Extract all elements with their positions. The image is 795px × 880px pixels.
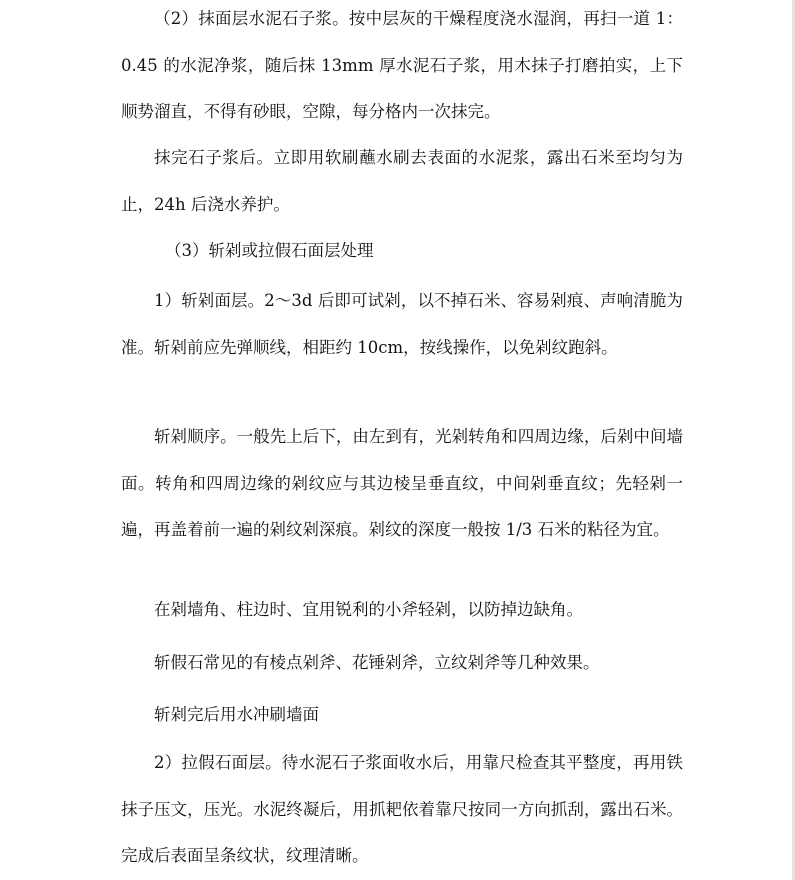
paragraph-chisel-effects: 斩假石常见的有棱点剁斧、花锤剁斧，立纹剁斧等几种效果。 [154, 653, 600, 672]
paragraph-corner-chiseling: 在剁墙角、柱边时、宜用锐利的小斧轻剁，以防掉边缺角。 [154, 600, 583, 619]
section-heading-chiseling: （3）斩剁或拉假石面层处理 [165, 241, 374, 260]
paragraph-wash-wall: 斩剁完后用水冲刷墙面 [154, 705, 319, 724]
paragraph-brush-cement-slurry: 抹完石子浆后。立即用软刷蘸水刷去表面的水泥浆，露出石米至均匀为止，24h 后浇水养护。 [121, 148, 683, 214]
paragraph-chiseling-order: 斩剁顺序。一般先上后下，由左到有，光剁转角和四周边缘，后剁中间墙面。转角和四周边缘的剁纹应与其边棱呈垂直纹，中间剁垂直纹；先轻剁一遍，再盖着前一遍的剁纹剁深痕。剁纹的深度一般按 1/3 石米的粘径为宜。 [121, 427, 683, 539]
paragraph-trowel-cement-stone-slurry: （2）抹面层水泥石子浆。按中层灰的干燥程度浇水湿润，再扫一道 1：0.45 的水泥净浆，随后抹 13mm 厚水泥石子浆，用木抹子打磨拍实，上下顺势溜直，不得有砂眼，空隙，每分格内一次抹完。 [121, 9, 683, 121]
paragraph-chiseled-surface: 1）斩剁面层。2～3d 后即可试剁，以不掉石米、容易剁痕、声响清脆为准。斩剁前应先弹顺线，相距约 10cm，按线操作，以免剁纹跑斜。 [121, 291, 683, 357]
paragraph-dragged-stone-surface: 2）拉假石面层。待水泥石子浆面收水后，用靠尺检查其平整度，再用铁抹子压文，压光。水泥终凝后，用抓耙依着靠尺按同一方向抓刮，露出石米。完成后表面呈条纹状，纹理清晰。 [121, 753, 683, 865]
